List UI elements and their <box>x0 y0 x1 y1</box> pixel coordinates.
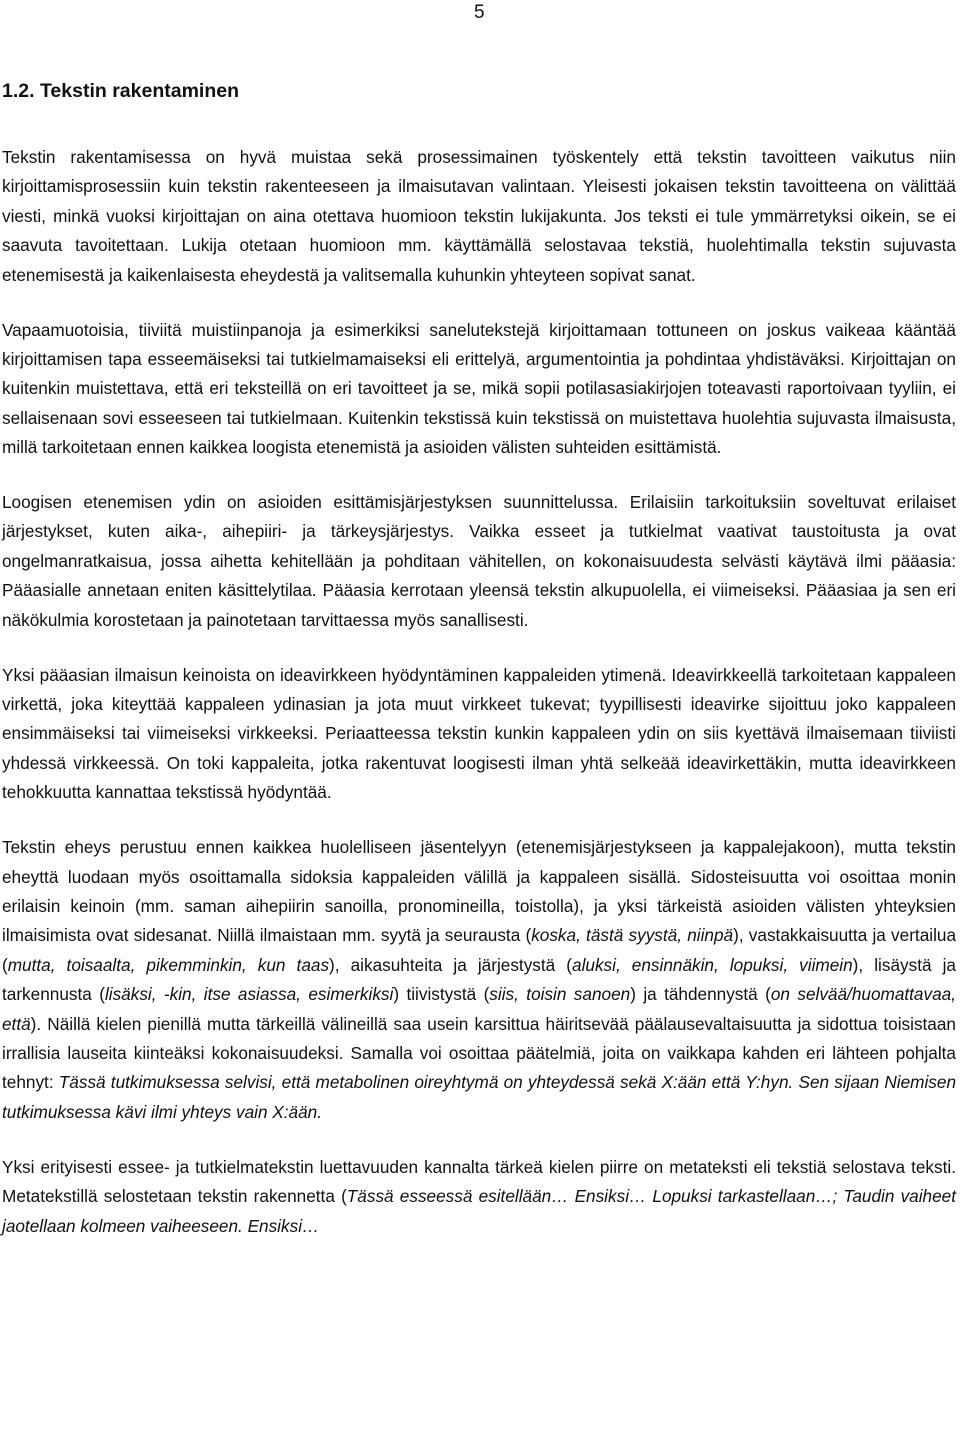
paragraph-text: ), aikasuhteita ja järjestystä ( <box>329 954 573 975</box>
paragraph-text: ), vastakkaisuutta ja vertailua ( <box>2 925 957 975</box>
italic-text: siis, toisin sanoen <box>489 984 631 1005</box>
paragraph-text: ) tiivistystä ( <box>393 984 490 1005</box>
section-heading <box>2 80 239 102</box>
section-title: Tekstin rakentaminen <box>39 80 239 102</box>
paragraph <box>2 316 956 463</box>
italic-text: koska, tästä syystä, niinpä <box>531 925 734 946</box>
paragraph-text: Yksi erityisesti essee- ja tutkielmatekstin luettavuuden kannalta tärkeä kielen piirre on metateksti eli tekstiä selostava teksti. Metatekstillä selostetaan tekstin rakennetta ( <box>2 1156 956 1207</box>
italic-text: Tässä esseessä esitellään… Ensiksi… Lopuksi tarkastellaan…; Taudin vaiheet jaotellaan kolmeen vaiheeseen. Ensiksi… <box>2 1186 956 1236</box>
italic-text: lisäksi, -kin, itse asiassa, esimerkiksi <box>104 984 394 1005</box>
italic-text: aluksi, ensinnäkin, lopuksi, viimein <box>572 954 853 975</box>
page-number: 5 <box>474 2 485 23</box>
italic-text: Tässä tutkimuksessa selvisi, että metabolinen oireyhtymä on yhteydessä sekä X:ään että Y:hyn. Sen sijaan Niemisen tutkimuksessa kävi ilmi yhteys vain X:ään. <box>2 1072 957 1122</box>
paragraph-text: Tekstin rakentamisessa on hyvä muistaa sekä prosessimainen työskentely että tekstin tavoitteen vaikutus niin kirjoittamisprosessiin kuin tekstin rakenteeseen ja ilmaisutavan valintaan. Yleisesti jokaisen tekstin tavoitteena on välittää viesti, minkä vuoksi kirjoittajan on aina otettava huomioon tekstin lukijakunta. Jos teksti ei tule ymmärretyksi oikein, se ei saavuta tavoitettaan. Lukija otetaan huomioon mm. käyttämällä selostavaa tekstiä, huolehtimalla tekstin sujuvasta etenemisestä ja kaikenlaisesta eheydestä ja valitsemalla kuhunkin yhteyteen sopivat sanat. <box>2 147 956 285</box>
paragraph <box>2 143 956 290</box>
paragraph-text: ) ja tähdennystä ( <box>630 984 771 1005</box>
paragraph-text: ). Näillä kielen pienillä mutta tärkeillä välineillä saa usein karsittua häiritsevää päälausevaltaisuutta ja sidottua toisistaan irrallisia lauseita kiinteäksi kokonaisuudeksi. Samalla voi osoittaa päätelmiä, joita on vaikkapa kahden eri lähteen pohjalta tehnyt: <box>2 1013 956 1093</box>
paragraph-text: ), lisäystä ja tarkennusta ( <box>2 954 956 1005</box>
italic-text: mutta, toisaalta, pikemminkin, kun taas <box>7 954 330 975</box>
paragraph-text: Tekstin eheys perustuu ennen kaikkea huolelliseen jäsentelyyn (etenemisjärjestykseen ja kappalejakoon), mutta tekstin eheyttä luodaan myös osoittamalla sidoksia kappaleiden välillä ja kappaleen sisällä. Sidosteisuutta voi osoittaa monin erilaisin keinoin (mm. saman aihepiirin sanoilla, pronomineilla, toistolla), ja yksi tärkeistä asioiden välisten yhteyksien ilmaisimista ovat sidesanat. Niillä ilmaistaan mm. syytä ja seurausta ( <box>2 837 956 946</box>
body-text <box>2 143 956 1266</box>
paragraph <box>2 1153 956 1241</box>
italic-text: on selvää/huomattavaa, että <box>2 984 956 1034</box>
paragraph <box>2 488 956 635</box>
paragraph <box>2 833 956 1127</box>
paragraph-text: Vapaamuotoisia, tiiviitä muistiinpanoja ja esimerkiksi sanelutekstejä kirjoittamaan tottuneen on joskus vaikeaa kääntää kirjoittamisen tapa esseemäiseksi tai tutkielmamaiseksi eli erittelyä, argumentointia ja pohdintaa yhdistäväksi. Kirjoittajan on kuitenkin muistettava, että eri teksteillä on eri tavoitteet ja se, mikä sopii potilasasiakirjojen toteavasti raportoivaan tyyliin, ei sellaisenaan sovi esseeseen tai tutkielmaan. Kuitenkin tekstissä kuin tekstissä on muistettava huolehtia sujuvasta ilmaisusta, millä tarkoitetaan ennen kaikkea loogista etenemistä ja asioiden välisten suhteiden esittämistä. <box>2 319 956 458</box>
section-number: 1.2. <box>2 80 35 102</box>
paragraph <box>2 661 956 808</box>
paragraph-text: Yksi pääasian ilmaisun keinoista on ideavirkkeen hyödyntäminen kappaleiden ytimenä. Ideavirkkeellä tarkoitetaan kappaleen virkettä, joka kiteyttää kappaleen ydinasian ja jota muut virkkeet tukevat; tyypillisesti ideavirke sijoittuu joko kappaleen ensimmäiseksi tai viimeiseksi virkkeeksi. Periaatteessa tekstin kunkin kappaleen ydin on siis kyettävä ilmaisemaan tiiviisti yhdessä virkkeessä. On toki kappaleita, jotka rakentuvat loogisesti ilman yhtä selkeää ideavirkettäkin, mutta ideavirkkeen tehokkuutta kannattaa tekstissä hyödyntää. <box>2 664 956 803</box>
paragraph-text: Loogisen etenemisen ydin on asioiden esittämisjärjestyksen suunnittelussa. Erilaisiin tarkoituksiin soveltuvat erilaiset järjestykset, kuten aika-, aihepiiri- ja tärkeysjärjestys. Vaikka esseet ja tutkielmat vaativat taustoitusta ja ovat ongelmanratkaisua, jossa aihetta kehitellään ja pohditaan vähitellen, on kokonaisuudesta selvästi käytävä ilmi pääasia: Pääasialle annetaan eniten käsittelytilaa. Pääasia kerrotaan yleensä tekstin alkupuolella, ei viimeiseksi. Pääasiaa ja sen eri näkökulmia korostetaan ja painotetaan tarvittaessa myös sanallisesti. <box>2 492 956 630</box>
